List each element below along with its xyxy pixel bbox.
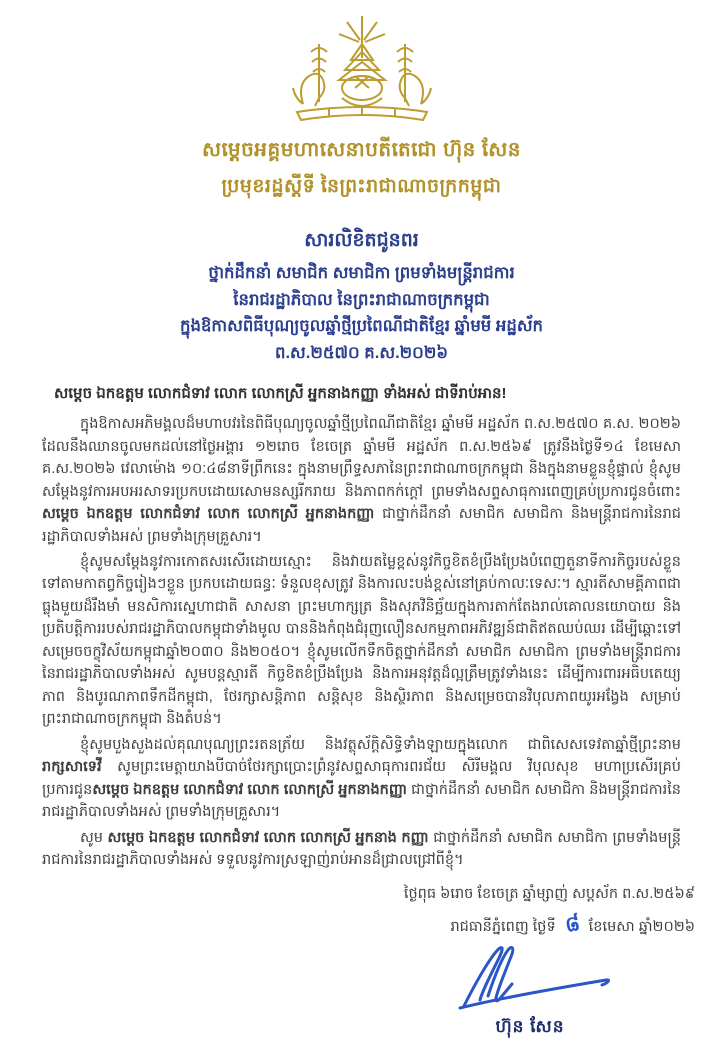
body-paragraph — [42, 827, 681, 872]
body-paragraphs — [42, 413, 681, 871]
title-line-4: ព.ស.២៥៧០ គ.ស.២០២៦ — [274, 343, 449, 362]
paragraph-text: សូម — [80, 829, 108, 846]
signer-name: ហ៊ុន សែន — [495, 1016, 565, 1036]
letterhead — [0, 136, 723, 202]
bold-honorific-text: រាក្សសាទេវី — [42, 759, 102, 776]
lunar-date-line: ថ្ងៃពុធ ៦រោច ខែចេត្រ ឆ្នាំម្សាញ់ សប្តស័ក ព.ស.២៥៦៩ — [403, 885, 695, 902]
paragraph-text: ជាថ្នាក់ដឹកនាំ សមាជិក សមាជិកា និងមន្ត្រីរាជការនៃរាជរដ្ឋាភិបាលទាំងអស់ ព្រមទាំងក្រុមគ្រួសារ។ — [42, 506, 681, 545]
paragraph-text: ខ្ញុំសូមបួងសួងដល់គុណបុណ្យព្រះរតនត្រ័យ និងវត្ថុស័ក្តិសិទ្ធិទាំងឡាយក្នុងលោក ជាពិសេសទេវតាឆ្នាំថ្មីព្រះនាម — [80, 736, 681, 753]
date-suffix: ខែមេសា ឆ្នាំ២០២៦ — [588, 919, 695, 936]
title-line-3: ក្នុងឱកាសពិធីបុណ្យចូលឆ្នាំថ្មីប្រពៃណីជាតិខ្មែរ ឆ្នាំមមី អដ្ឋស័ក — [179, 317, 544, 336]
gregorian-date-line — [0, 906, 695, 942]
letterhead-title: ប្រមុខរដ្ឋស្តីទី នៃព្រះរាជាណាចក្រកម្ពុជា — [221, 176, 502, 197]
handwritten-day-numeral: ៨ — [562, 910, 582, 938]
body-paragraph — [42, 734, 681, 824]
letter-title-block — [0, 226, 723, 366]
hun-sen-signature-icon — [430, 944, 630, 1014]
paragraph-text: ខ្ញុំសូមសម្តែងនូវការកោតសរសើរដោយស្មោះ និងវាយតម្លៃខ្ពស់នូវកិច្ចខិតខំប្រឹងប្រែងបំពេញតួនាទីការកិច្ចរបស់ខ្លួនទៅតាមកាតព្វកិច្ចរៀងៗខ្លួន ប្រកបដោយធន្ធៈ ទំនួលខុសត្រូវ និងការលះបង់ខ្ពស់នៅគ្រប់កាលៈទេសៈ។ ស្មារតីសាមគ្គីភាពជាធ្លុងមួយដ៏រឹងមាំ មនសិការស្នេហាជាតិ សាសនា ព្រះមហាក្សត្រ និងសុភវិនិច្ឆ័យក្នុងការតាក់តែងរាល់គោលនយោបាយ និងប្រតិបត្តិការរបស់រាជរដ្ឋាភិបាលកម្ពុជាទាំងមូល បាននិងកំពុងជំរុញលឿនសកម្មភាពអភិវឌ្ឍន៍ជាតិឥតឈប់ឈរ ដើម្បីឆ្ពោះទៅសម្រេចចក្ខុវិស័យកម្ពុជាឆ្នាំ២០៣០ និង២០៥០។ ខ្ញុំសូមលើកទឹកចិត្តថ្នាក់ដឹកនាំ សមាជិក សមាជិកា ព្រមទាំងមន្ត្រីរាជការនៃរាជរដ្ឋាភិបាលទាំងអស់ សូមបន្តស្មារតី កិច្ចខិតខំប្រឹងប្រែង និងការអនុវត្តដ៏ល្អត្រឹមត្រូវទាំងនេះ ដើម្បីការពារអធិបតេយ្យភាព និងបូរណភាពទឹកដីកម្ពុជា, ថែរក្សាសន្តិភាព សន្តិសុខ និងស្ថិរភាព និងសម្រេចបានវិបុលភាពយូរអង្វែង សម្រាប់ព្រះរាជាណាចក្រកម្ពុជា និងតំបន់។ — [42, 554, 681, 728]
body-paragraph — [42, 551, 681, 731]
dateline-block — [0, 882, 723, 942]
paragraph-text: សូមព្រះមេត្តាយាងបីបាច់ថែរក្សាប្រោះព្រំនូវសព្ទសាធុការពរជ័យ សិរីមង្គល វិបុលសុខ មហាប្រសើរគ្រប់ប្រការជូន — [42, 759, 681, 798]
paragraph-text: ក្នុងឱកាសអភិមង្គលដ៏មហាបវរនៃពិធីបុណ្យចូលឆ្នាំថ្មីប្រពៃណីជាតិខ្មែរ ឆ្នាំមមី អដ្ឋស័ក ព.ស.២៥៧០ គ.ស. ២០២៦ ដែលនឹងឈានចូលមកដល់នៅថ្ងៃអង្គារ ១២រោច ខែចេត្រ ឆ្នាំមមី អដ្ឋស័ក ព.ស.២៥៦៩ ត្រូវនឹងថ្ងៃទី១៤ ខែមេសា គ.ស.២០២៦ វេលាម៉ោង ១០:៤៨នាទីព្រឹកនេះ ក្នុងនាមព្រឹទ្ធសភានៃព្រះរាជាណាចក្រកម្ពុជា និងក្នុងនាមខ្លួនខ្ញុំផ្ទាល់ ខ្ញុំសូមសម្តែងនូវការអបអរសាទរប្រកបដោយសោមនស្សរីករាយ និងភាពកក់ក្តៅ ព្រមទាំងសព្ទសាធុការពេញគ្រប់ប្រការជូនចំពោះ — [42, 416, 681, 500]
signature-block — [400, 944, 660, 1041]
bold-honorific-text: សម្តេច ឯកឧត្តម លោកជំទាវ លោក លោកស្រី អ្នកនាង កញ្ញា — [107, 829, 429, 846]
title-line-2: នៃរាជរដ្ឋាភិបាល នៃព្រះរាជាណាចក្រកម្ពុជា — [233, 290, 490, 309]
title-line-1: ថ្នាក់ដឹកនាំ សមាជិក សមាជិកា ព្រមទាំងមន្ត្រីរាជការ — [208, 264, 515, 283]
date-prefix: រាជធានីភ្នំពេញ ថ្ងៃទី — [450, 919, 556, 936]
royal-arms-emblem — [0, 0, 723, 132]
bold-honorific-text: សម្តេច ឯកឧត្តម លោកជំទាវ លោក លោកស្រី អ្នកនាងកញ្ញា — [92, 781, 408, 798]
letter-body — [0, 382, 723, 872]
letterhead-name: សម្តេចអគ្គមហាសេនាបតីតេជោ ហ៊ុន សែន — [202, 139, 521, 161]
royal-arms-of-cambodia-icon — [267, 14, 457, 126]
paragraph-text: ជាថ្នាក់ដឹកនាំ សមាជិក សមាជិកា និងមន្ត្រីរាជការនៃរាជរដ្ឋាភិបាលទាំងអស់ ព្រមទាំងក្រុមគ្រួសារ។ — [42, 781, 682, 821]
letter-title: សារលិខិតជូនពរ — [304, 230, 419, 251]
body-paragraph — [42, 413, 681, 548]
salutation-line: សម្តេច ឯកឧត្តម លោកជំទាវ លោក លោកស្រី អ្នកនាងកញ្ញា ទាំងអស់ ជាទីរាប់អាន! — [54, 384, 507, 402]
paragraph-text: ជាថ្នាក់ដឹកនាំ សមាជិក សមាជិកា ព្រមទាំងមន្ត្រីរាជការនៃរាជរដ្ឋាភិបាលទាំងអស់ ទទួលនូវការស្រឡាញ់រាប់អានដ៏ជ្រាលជ្រៅពីខ្ញុំ។ — [42, 829, 681, 869]
bold-honorific-text: សម្តេច ឯកឧត្តម លោកជំទាវ លោក លោកស្រី អ្នកនាងកញ្ញា — [42, 506, 375, 523]
